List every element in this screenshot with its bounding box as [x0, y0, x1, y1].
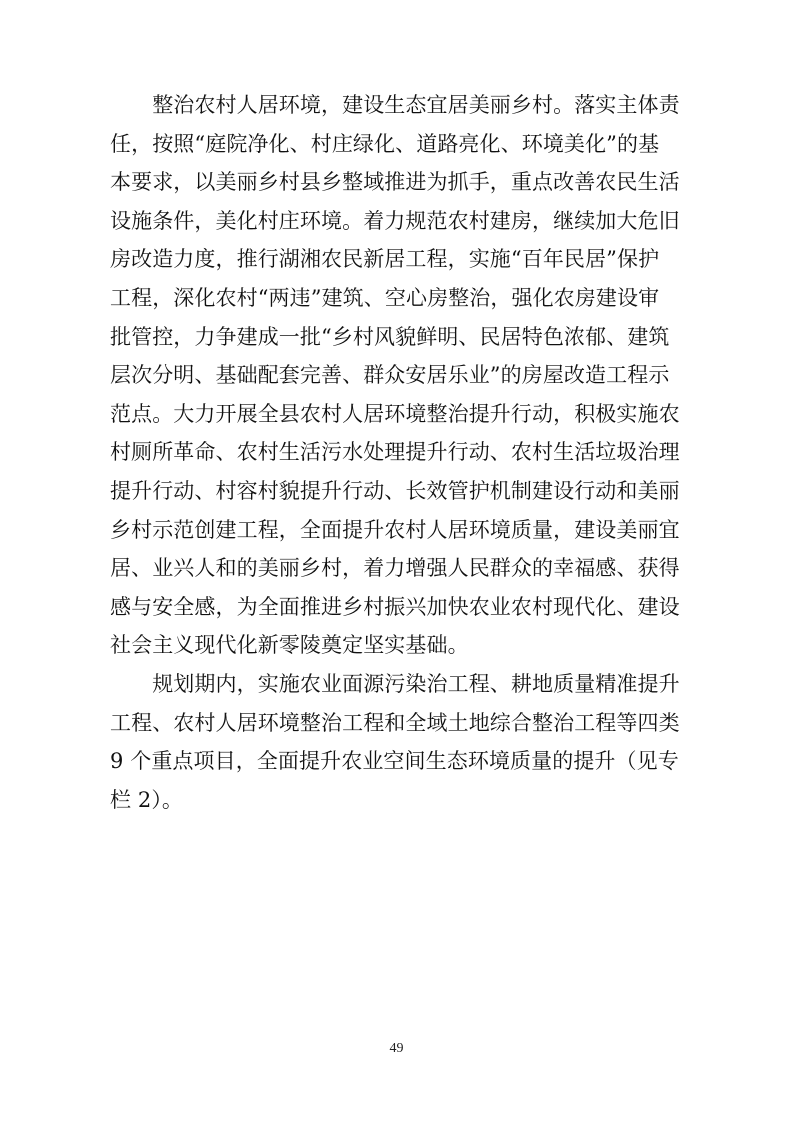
text-line: 社会主义现代化新零陵奠定坚实基础。 — [110, 633, 469, 658]
text-line: 提升行动、村容村貌提升行动、长效管护机制建设行动和美丽 — [110, 478, 680, 503]
text-line: 房改造力度，推行湖湘农民新居工程，实施“百年民居”保护 — [110, 247, 660, 272]
text-line: 整治农村人居环境，建设生态宜居美丽乡村。落实主体责 — [110, 93, 680, 117]
text-line: 批管控，力争建成一批“乡村风貌鲜明、民居特色浓郁、建筑 — [110, 324, 670, 349]
text-line: 设施条件，美化村庄环境。着力规范农村建房，继续加大危旧 — [110, 208, 680, 233]
text-line: 感与安全感，为全面推进乡村振兴加快农业农村现代化、建设 — [110, 594, 680, 619]
text-line: 任，按照“庭院净化、村庄绿化、道路亮化、环境美化”的基 — [110, 131, 660, 156]
text-line: 范点。大力开展全县农村人居环境整治提升行动，积极实施农 — [110, 401, 680, 426]
text-line: 居、业兴人和的美丽乡村，着力增强人民群众的幸福感、获得 — [110, 556, 680, 581]
text-line: 本要求，以美丽乡村县乡整域推进为抓手，重点改善农民生活 — [110, 170, 680, 195]
body-text — [110, 86, 690, 819]
text-line: 9 个重点项目，全面提升农业空间生态环境质量的提升（见专 — [110, 749, 679, 774]
paragraph-planning-period — [110, 665, 690, 819]
text-line: 乡村示范创建工程，全面提升农村人居环境质量，建设美丽宜 — [110, 517, 680, 542]
paragraph-rural-environment — [110, 86, 690, 665]
text-line: 工程，深化农村“两违”建筑、空心房整治，强化农房建设审 — [110, 285, 660, 310]
text-line: 层次分明、基础配套完善、群众安居乐业”的房屋改造工程示 — [110, 363, 670, 388]
text-line: 村厕所革命、农村生活污水处理提升行动、农村生活垃圾治理 — [110, 440, 680, 465]
text-line: 栏 2）。 — [110, 787, 184, 812]
text-line: 规划期内，实施农业面源污染治工程、耕地质量精准提升 — [110, 671, 680, 696]
page-number: 49 — [389, 1041, 404, 1056]
text-line: 工程、农村人居环境整治工程和全域土地综合整治工程等四类 — [110, 710, 680, 735]
